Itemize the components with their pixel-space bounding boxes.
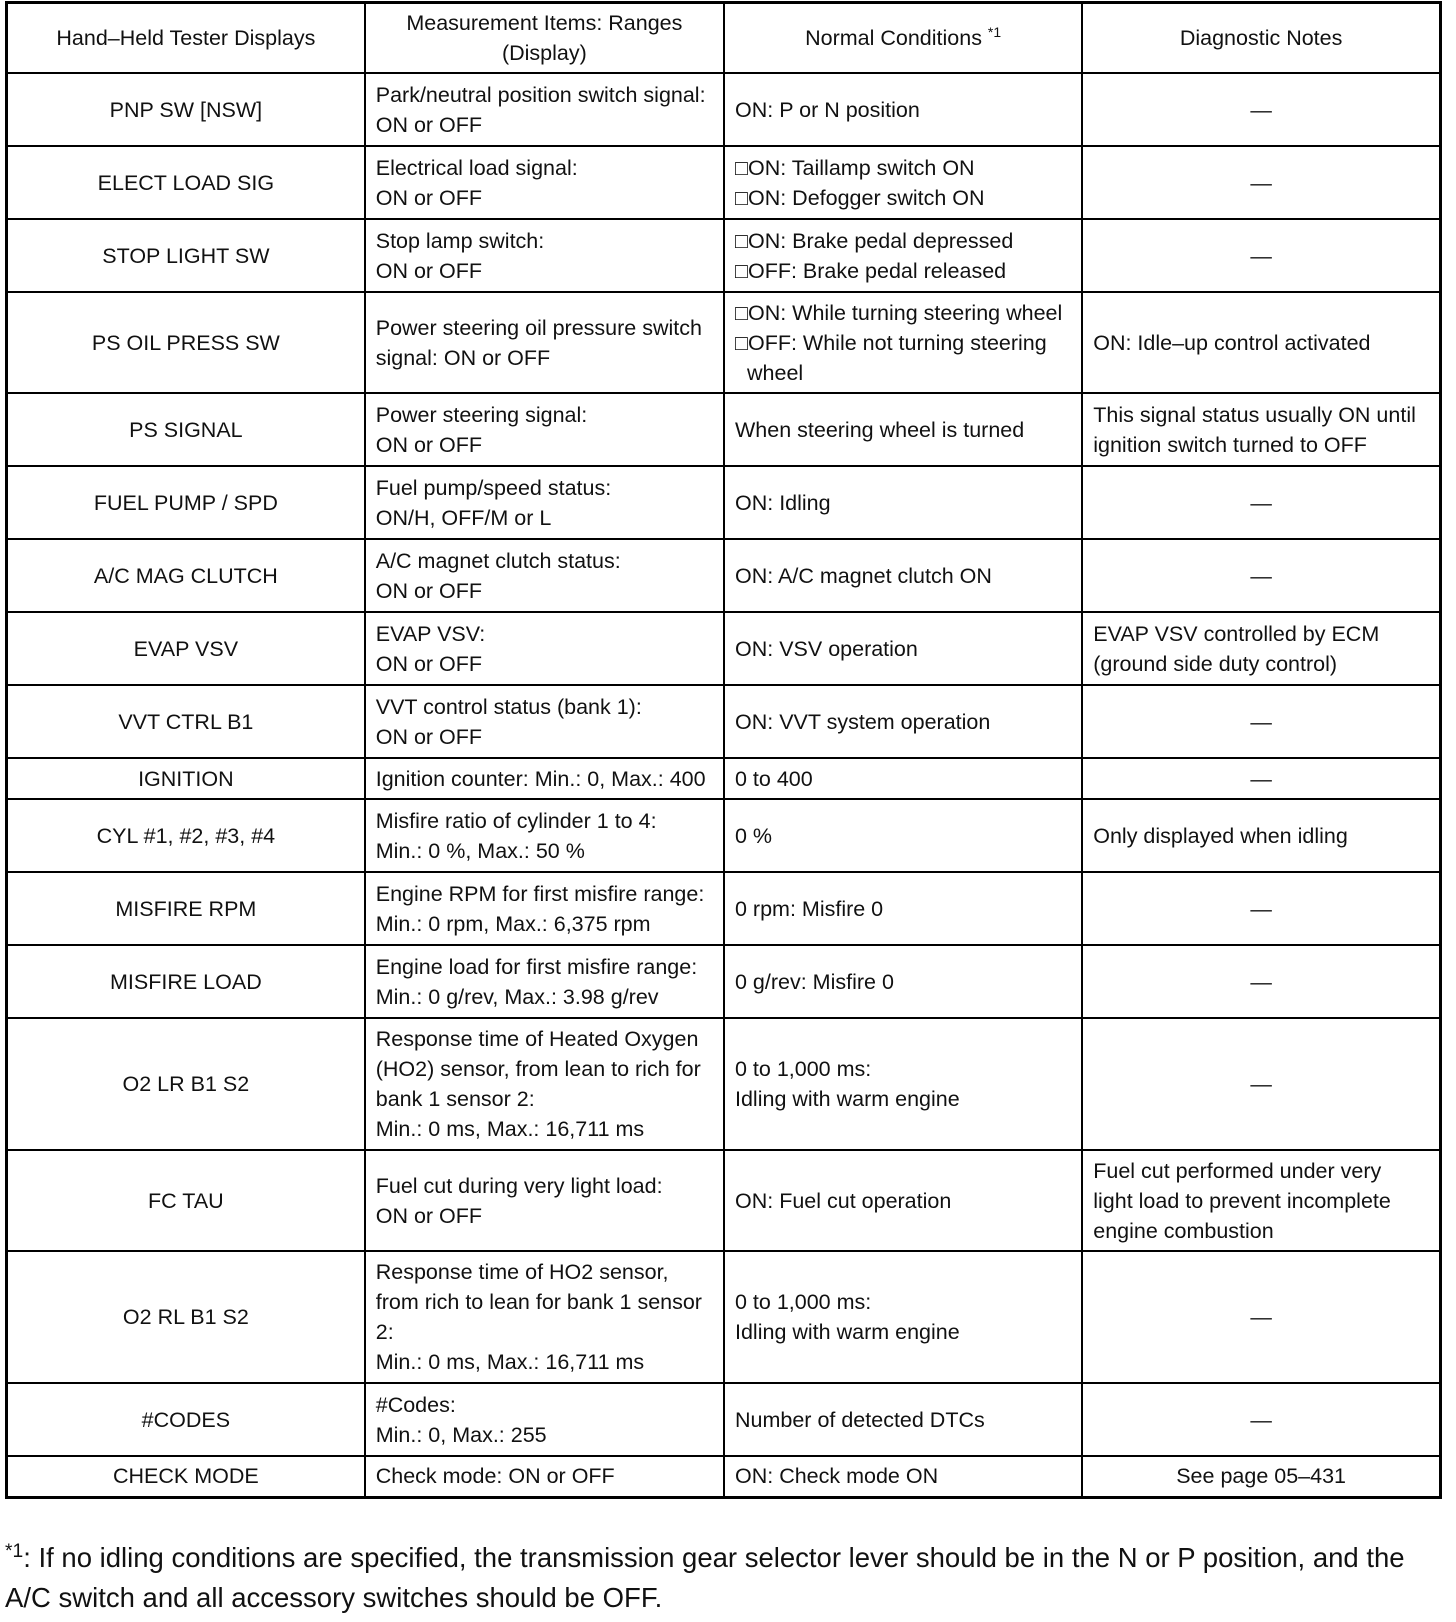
diagnostic-notes-cell-line: — — [1250, 1407, 1272, 1432]
measurement-range-cell — [365, 685, 724, 758]
normal-condition-cell-line: □ON: Brake pedal depressed — [735, 228, 1014, 253]
measurement-range-cell-line: Power steering oil pressure switch — [375, 315, 702, 340]
normal-condition-cell — [724, 1456, 1082, 1497]
diagnostic-notes-cell — [1082, 945, 1440, 1018]
normal-condition-cell-line: 0 to 1,000 ms: — [735, 1057, 872, 1081]
measurement-range-cell-line: 2: — [375, 1320, 394, 1344]
table-row — [7, 393, 1441, 466]
diagnostic-notes-cell-line: Fuel cut performed under very — [1093, 1158, 1382, 1183]
table-row — [7, 872, 1441, 945]
normal-condition-cell — [724, 466, 1082, 539]
diagnostic-notes-cell-line: light load to prevent incomplete — [1093, 1188, 1391, 1213]
normal-condition-cell-line: □ON: While turning steering wheel — [735, 300, 1063, 325]
tester-display-cell: STOP LIGHT SW — [7, 219, 365, 292]
measurement-range-cell-line: bank 1 sensor 2: — [375, 1087, 535, 1111]
diagnostic-notes-cell — [1082, 73, 1440, 146]
footnote-mark: *1 — [987, 23, 1002, 40]
footnote-text: : If no idling conditions are specified, the transmission gear selector lever should be in the N or P position, and the A/C switch and all accessory switches should be OFF. — [5, 1542, 1405, 1613]
normal-condition-cell — [724, 539, 1082, 612]
measurement-range-cell-line: ON or OFF — [375, 724, 483, 749]
diagnostic-notes-cell — [1082, 466, 1440, 539]
diagnostic-notes-cell — [1082, 219, 1440, 292]
normal-condition-cell — [724, 1150, 1082, 1251]
tester-display-cell: MISFIRE RPM — [7, 872, 365, 945]
table-row — [7, 1456, 1441, 1497]
diagnostic-notes-cell-line: — — [1250, 709, 1272, 734]
measurement-range-cell-line: Misfire ratio of cylinder 1 to 4: — [375, 808, 657, 833]
tester-display-cell: ELECT LOAD SIG — [7, 146, 365, 219]
table-row — [7, 539, 1441, 612]
measurement-range-cell-line: from rich to lean for bank 1 sensor — [375, 1290, 702, 1314]
normal-condition-cell — [724, 1018, 1082, 1150]
tester-display-cell: #CODES — [7, 1383, 365, 1456]
measurement-range-cell — [365, 758, 724, 799]
diagnostic-notes-cell — [1082, 539, 1440, 612]
diagnostic-notes-cell — [1082, 1150, 1440, 1251]
normal-condition-cell-line: When steering wheel is turned — [735, 417, 1025, 442]
diagnostic-notes-cell — [1082, 1456, 1440, 1497]
normal-condition-cell — [724, 799, 1082, 872]
normal-condition-cell — [724, 1251, 1082, 1383]
diagnostic-notes-cell-line: — — [1250, 1305, 1272, 1329]
tester-display-cell: CHECK MODE — [7, 1456, 365, 1497]
normal-condition-cell-line: Idling with warm engine — [735, 1087, 960, 1111]
normal-condition-cell-line: □ON: Taillamp switch ON — [735, 155, 975, 180]
diagnostic-notes-cell-line: (ground side duty control) — [1093, 651, 1338, 676]
table-row — [7, 758, 1441, 799]
measurement-range-cell-line: Check mode: ON or OFF — [375, 1464, 615, 1489]
normal-condition-cell-line: Idling with warm engine — [735, 1320, 960, 1344]
measurement-range-cell-line: ON or OFF — [375, 1203, 483, 1228]
measurement-range-cell-line: ON/H, OFF/M or L — [375, 505, 552, 530]
normal-condition-cell-line: ON: Idling — [735, 490, 831, 515]
diagnostic-notes-cell — [1082, 146, 1440, 219]
table-row — [7, 799, 1441, 872]
diagnostic-notes-cell-line: EVAP VSV controlled by ECM — [1093, 621, 1380, 646]
normal-condition-cell-line: ON: P or N position — [735, 97, 920, 122]
measurement-range-cell-line: Stop lamp switch: — [375, 228, 545, 253]
measurement-range-cell — [365, 219, 724, 292]
normal-condition-cell — [724, 872, 1082, 945]
table-row — [7, 1018, 1441, 1150]
table-row — [7, 219, 1441, 292]
tester-display-cell: MISFIRE LOAD — [7, 945, 365, 1018]
diagnostic-notes-cell-line: This signal status usually ON until — [1093, 402, 1416, 427]
table-row — [7, 685, 1441, 758]
measurement-range-cell — [365, 146, 724, 219]
table-row — [7, 1251, 1441, 1383]
diagnostic-notes-cell — [1082, 758, 1440, 799]
normal-condition-cell — [724, 612, 1082, 685]
normal-condition-cell — [724, 219, 1082, 292]
diagnostic-notes-cell-line: Only displayed when idling — [1093, 823, 1348, 848]
measurement-range-cell-line: ON or OFF — [375, 258, 483, 283]
normal-condition-cell-line: wheel — [747, 360, 804, 385]
measurement-range-cell-line: Min.: 0 ms, Max.: 16,711 ms — [375, 1117, 645, 1141]
diagnostic-notes-cell-line: engine combustion — [1093, 1218, 1274, 1243]
normal-condition-cell-line: ON: Check mode ON — [735, 1464, 939, 1489]
measurement-range-cell — [365, 872, 724, 945]
measurement-range-cell-line: ON or OFF — [375, 578, 483, 603]
table-row — [7, 73, 1441, 146]
normal-condition-cell-line: 0 to 1,000 ms: — [735, 1290, 872, 1314]
normal-condition-cell-line: □OFF: While not turning steering — [735, 330, 1047, 355]
measurement-range-cell — [365, 539, 724, 612]
diagnostic-notes-cell-line: — — [1250, 243, 1272, 268]
header-row — [7, 3, 1441, 74]
tester-display-cell: CYL #1, #2, #3, #4 — [7, 799, 365, 872]
tester-display-cell: FUEL PUMP / SPD — [7, 466, 365, 539]
header-measurement-items: Measurement Items: Ranges (Display) — [365, 3, 724, 74]
diagnostic-notes-cell-line: ON: Idle–up control activated — [1093, 330, 1371, 355]
normal-condition-cell-line: ON: VVT system operation — [735, 709, 991, 734]
diagnostic-notes-cell — [1082, 1383, 1440, 1456]
tester-display-cell: PNP SW [NSW] — [7, 73, 365, 146]
measurement-range-cell-line: Engine load for first misfire range: — [375, 954, 698, 979]
normal-condition-cell — [724, 685, 1082, 758]
normal-condition-cell-line: □OFF: Brake pedal released — [735, 258, 1007, 283]
normal-condition-cell-line: □ON: Defogger switch ON — [735, 185, 985, 210]
measurement-range-cell — [365, 1251, 724, 1383]
header-diagnostic-notes: Diagnostic Notes — [1082, 3, 1440, 74]
normal-condition-cell-line: Number of detected DTCs — [735, 1407, 985, 1432]
measurement-range-cell — [365, 466, 724, 539]
measurement-range-cell-line: Min.: 0 ms, Max.: 16,711 ms — [375, 1350, 645, 1374]
table-body — [7, 73, 1441, 1497]
measurement-range-cell-line: Min.: 0 g/rev, Max.: 3.98 g/rev — [375, 984, 659, 1009]
diagnostic-notes-cell-line: — — [1250, 969, 1272, 994]
footnote-marker: *1 — [5, 1540, 24, 1562]
measurement-range-cell-line: #Codes: — [375, 1392, 456, 1417]
normal-condition-cell — [724, 292, 1082, 393]
measurement-range-cell — [365, 292, 724, 393]
normal-condition-cell-line: ON: A/C magnet clutch ON — [735, 563, 992, 588]
tester-display-cell: O2 LR B1 S2 — [7, 1018, 365, 1150]
header-normal-conditions-label: Normal Conditions — [805, 26, 988, 50]
tester-display-cell: VVT CTRL B1 — [7, 685, 365, 758]
measurement-range-cell-line: ON or OFF — [375, 651, 483, 676]
table-row — [7, 1150, 1441, 1251]
measurement-range-cell — [365, 73, 724, 146]
measurement-range-cell-line: Min.: 0, Max.: 255 — [375, 1422, 547, 1447]
diagnostic-notes-cell-line: — — [1250, 563, 1272, 588]
diagnostic-notes-cell — [1082, 872, 1440, 945]
normal-condition-cell — [724, 758, 1082, 799]
measurement-range-cell-line: (HO2) sensor, from lean to rich for — [375, 1057, 701, 1081]
table-row — [7, 945, 1441, 1018]
header-normal-conditions — [724, 3, 1082, 74]
measurement-range-cell-line: Min.: 0 %, Max.: 50 % — [375, 838, 585, 863]
measurement-range-cell-line: Ignition counter: Min.: 0, Max.: 400 — [375, 766, 706, 791]
measurement-range-cell-line: Response time of Heated Oxygen — [375, 1027, 699, 1051]
normal-condition-cell-line: ON: VSV operation — [735, 636, 918, 661]
diagnostic-notes-cell — [1082, 685, 1440, 758]
diagnostic-notes-cell-line: — — [1250, 1072, 1272, 1096]
tester-display-cell: A/C MAG CLUTCH — [7, 539, 365, 612]
diagnostic-notes-cell-line: — — [1250, 490, 1272, 515]
measurement-range-cell — [365, 612, 724, 685]
measurement-range-cell — [365, 1383, 724, 1456]
table-row — [7, 1383, 1441, 1456]
measurement-range-cell-line: Electrical load signal: — [375, 155, 578, 180]
table-row — [7, 292, 1441, 393]
table-header — [7, 3, 1441, 74]
measurement-range-cell-line: Response time of HO2 sensor, — [375, 1260, 669, 1284]
diagnostic-notes-cell-line: — — [1250, 170, 1272, 195]
measurement-range-cell — [365, 1150, 724, 1251]
measurement-range-cell-line: A/C magnet clutch status: — [375, 548, 621, 573]
measurement-range-cell-line: ON or OFF — [375, 185, 483, 210]
diagnostic-notes-cell — [1082, 799, 1440, 872]
diagnostic-notes-cell — [1082, 612, 1440, 685]
measurement-range-cell-line: Park/neutral position switch signal: — [375, 82, 706, 107]
normal-condition-cell — [724, 1383, 1082, 1456]
tester-display-cell: IGNITION — [7, 758, 365, 799]
measurement-range-cell-line: signal: ON or OFF — [375, 345, 551, 370]
normal-condition-cell-line: 0 rpm: Misfire 0 — [735, 896, 884, 921]
measurement-range-cell — [365, 799, 724, 872]
diagnostic-notes-cell-line: ignition switch turned to OFF — [1093, 432, 1367, 457]
measurement-range-cell-line: Power steering signal: — [375, 402, 588, 427]
normal-condition-cell-line: 0 g/rev: Misfire 0 — [735, 969, 894, 994]
measurement-range-cell — [365, 393, 724, 466]
measurement-range-cell-line: ON or OFF — [375, 112, 483, 137]
measurement-range-cell — [365, 1018, 724, 1150]
measurement-range-cell-line: Min.: 0 rpm, Max.: 6,375 rpm — [375, 911, 651, 936]
measurement-range-cell-line: VVT control status (bank 1): — [375, 694, 642, 719]
normal-condition-cell-line: ON: Fuel cut operation — [735, 1188, 952, 1213]
normal-condition-cell — [724, 945, 1082, 1018]
measurement-range-cell-line: Engine RPM for first misfire range: — [375, 881, 705, 906]
tester-display-cell: EVAP VSV — [7, 612, 365, 685]
table-row — [7, 612, 1441, 685]
normal-condition-cell — [724, 73, 1082, 146]
normal-condition-cell — [724, 393, 1082, 466]
tester-display-cell: O2 RL B1 S2 — [7, 1251, 365, 1383]
measurement-range-cell-line: Fuel pump/speed status: — [375, 475, 612, 500]
table-row — [7, 146, 1441, 219]
diagnostic-notes-cell — [1082, 1251, 1440, 1383]
measurement-range-cell-line: ON or OFF — [375, 432, 483, 457]
data-list-table — [5, 1, 1442, 1499]
tester-display-cell: PS OIL PRESS SW — [7, 292, 365, 393]
footnote — [5, 1538, 1450, 1618]
normal-condition-cell — [724, 146, 1082, 219]
measurement-range-cell — [365, 1456, 724, 1497]
diagnostic-notes-cell — [1082, 393, 1440, 466]
tester-display-cell: PS SIGNAL — [7, 393, 365, 466]
normal-condition-cell-line: 0 % — [735, 823, 773, 848]
tester-display-cell: FC TAU — [7, 1150, 365, 1251]
diagnostic-notes-cell — [1082, 1018, 1440, 1150]
measurement-range-cell-line: EVAP VSV: — [375, 621, 486, 646]
header-tester-displays: Hand–Held Tester Displays — [7, 3, 365, 74]
diagnostic-notes-cell — [1082, 292, 1440, 393]
diagnostic-notes-cell-line: — — [1250, 896, 1272, 921]
measurement-range-cell — [365, 945, 724, 1018]
diagnostic-notes-cell-line: — — [1250, 766, 1272, 791]
diagnostic-notes-cell-line: See page 05–431 — [1176, 1464, 1346, 1489]
table-row — [7, 466, 1441, 539]
normal-condition-cell-line: 0 to 400 — [735, 766, 813, 791]
diagnostic-notes-cell-line: — — [1250, 97, 1272, 122]
measurement-range-cell-line: Fuel cut during very light load: — [375, 1173, 663, 1198]
